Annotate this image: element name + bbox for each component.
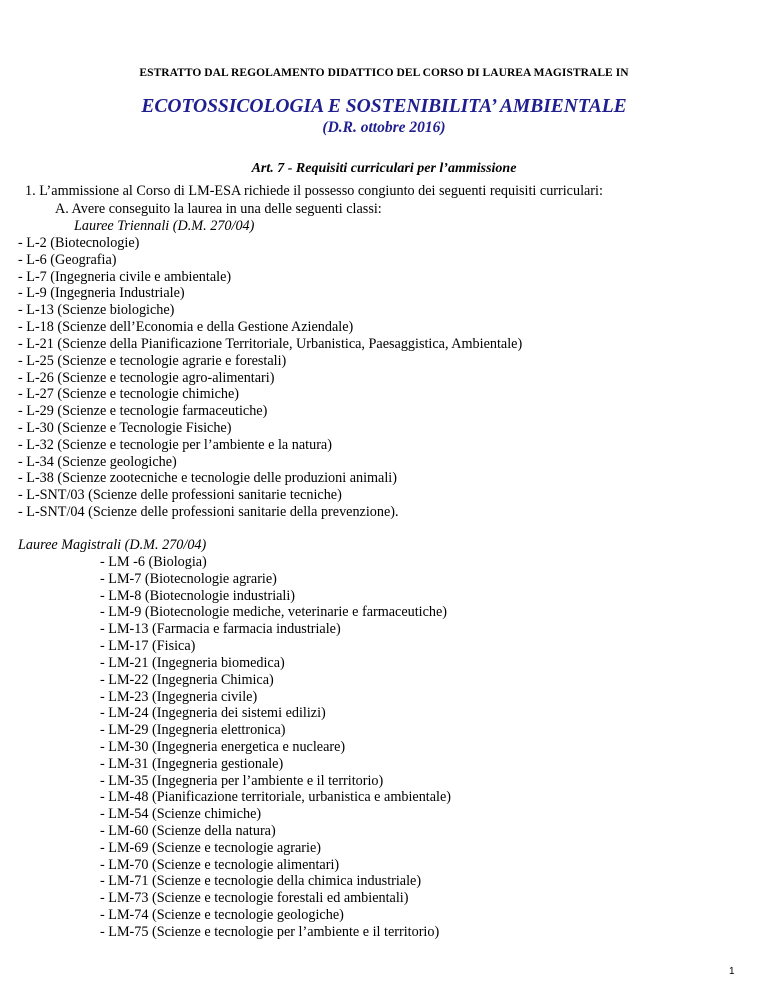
triennali-list <box>18 235 522 521</box>
list-item: - LM-70 (Scienze e tecnologie alimentari) <box>100 856 340 873</box>
list-item: - L-30 (Scienze e Tecnologie Fisiche) <box>18 419 232 436</box>
list-item: - L-38 (Scienze zootecniche e tecnologie delle produzioni animali) <box>18 470 397 487</box>
list-item: - L-6 (Geografia) <box>18 251 117 268</box>
list-item: - L-2 (Biotecnologie) <box>18 235 140 251</box>
triennali-heading: Lauree Triennali (D.M. 270/04) <box>74 218 255 234</box>
list-item: - LM-13 (Farmacia e farmacia industriale) <box>100 621 341 638</box>
list-item: - LM-31 (Ingegneria gestionale) <box>100 755 284 772</box>
list-item: - LM-69 (Scienze e tecnologie agrarie) <box>100 839 321 856</box>
list-item: - L-25 (Scienze e tecnologie agrarie e forestali) <box>18 352 287 369</box>
list-item: - L-21 (Scienze della Pianificazione Territoriale, Urbanistica, Paesaggistica, Ambientale) <box>18 335 523 352</box>
list-item: - L-7 (Ingegneria civile e ambientale) <box>18 268 232 285</box>
list-item: - LM-60 (Scienze della natura) <box>100 823 276 839</box>
list-item: - LM-23 (Ingegneria civile) <box>100 688 258 705</box>
page-number: 1 <box>729 966 735 977</box>
list-item: - LM-17 (Fisica) <box>100 638 196 655</box>
list-item: - L-34 (Scienze geologiche) <box>18 453 177 470</box>
list-item: - L-9 (Ingegneria Industriale) <box>18 285 185 302</box>
list-item: - L-SNT/03 (Scienze delle professioni sanitarie tecniche) <box>18 487 342 504</box>
list-item: - LM-54 (Scienze chimiche) <box>100 806 262 823</box>
magistrali-heading: Lauree Magistrali (D.M. 270/04) <box>18 537 207 553</box>
list-item: - LM -6 (Biologia) <box>100 554 207 570</box>
list-item: - LM-9 (Biotecnologie mediche, veterinarie e farmaceutiche) <box>100 604 448 621</box>
list-item: - L-32 (Scienze e tecnologie per l’ambiente e la natura) <box>18 436 332 453</box>
list-item: - LM-30 (Ingegneria energetica e nucleare) <box>100 738 346 755</box>
extract-heading: ESTRATTO DAL REGOLAMENTO DIDATTICO DEL CORSO DI LAUREA MAGISTRALE IN <box>139 67 629 79</box>
list-item: - LM-73 (Scienze e tecnologie forestali ed ambientali) <box>100 890 409 907</box>
requirement-paragraph: 1. L’ammissione al Corso di LM-ESA richiede il possesso congiunto dei seguenti requisiti curriculari: <box>25 183 603 199</box>
list-item: - LM-35 (Ingegneria per l’ambiente e il territorio) <box>100 772 384 789</box>
list-item: - LM-8 (Biotecnologie industriali) <box>100 587 296 604</box>
list-item: - LM-71 (Scienze e tecnologie della chimica industriale) <box>100 873 422 890</box>
list-item: - LM-48 (Pianificazione territoriale, urbanistica e ambientale) <box>100 789 451 806</box>
list-item: - L-26 (Scienze e tecnologie agro-alimentari) <box>18 369 275 386</box>
list-item: - LM-75 (Scienze e tecnologie per l’ambiente e il territorio) <box>100 923 440 940</box>
course-title: ECOTOSSICOLOGIA E SOSTENIBILITA’ AMBIENTALE <box>141 96 627 117</box>
list-item: - L-SNT/04 (Scienze delle professioni sanitarie della prevenzione). <box>18 504 399 520</box>
requirement-point-a: A. Avere conseguito la laurea in una delle seguenti classi: <box>55 201 382 217</box>
article-title: Art. 7 - Requisiti curriculari per l’ammissione <box>251 161 517 176</box>
list-item: - LM-22 (Ingegneria Chimica) <box>100 671 274 688</box>
list-item: - L-27 (Scienze e tecnologie chimiche) <box>18 386 239 403</box>
list-item: - LM-29 (Ingegneria elettronica) <box>100 722 286 739</box>
list-item: - LM-74 (Scienze e tecnologie geologiche) <box>100 907 344 924</box>
list-item: - LM-7 (Biotecnologie agrarie) <box>100 570 277 587</box>
decree-subtitle: (D.R. ottobre 2016) <box>322 119 446 136</box>
list-item: - L-18 (Scienze dell’Economia e della Gestione Aziendale) <box>18 319 354 336</box>
list-item: - L-13 (Scienze biologiche) <box>18 302 175 319</box>
list-item: - L-29 (Scienze e tecnologie farmaceutiche) <box>18 403 268 420</box>
magistrali-list <box>100 554 451 941</box>
list-item: - LM-21 (Ingegneria biomedica) <box>100 654 285 671</box>
list-item: - LM-24 (Ingegneria dei sistemi edilizi) <box>100 705 326 722</box>
